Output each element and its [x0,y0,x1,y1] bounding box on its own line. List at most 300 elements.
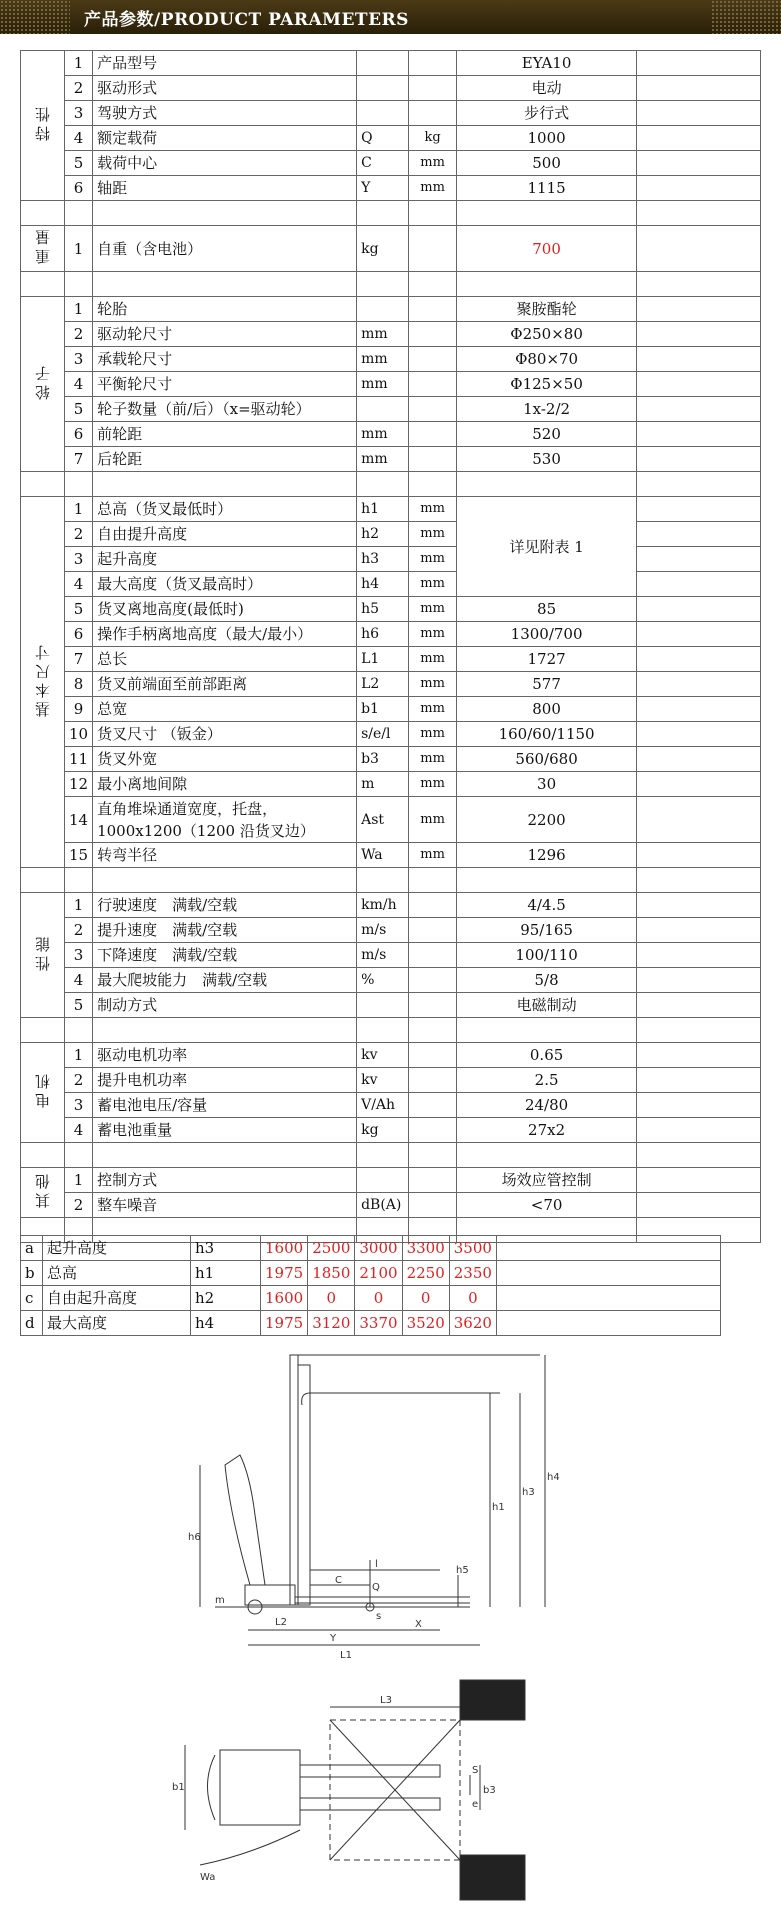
spec-row [21,943,761,968]
param-symbol: L1 [357,647,409,672]
param-unit [409,51,457,76]
mast-value: 0 [402,1286,449,1311]
param-name: 承载轮尺寸 [93,347,357,372]
param-value: 2.5 [457,1068,637,1093]
spacer-cell [93,201,357,226]
param-symbol: h1 [357,497,409,522]
spacer-cell [21,1143,65,1168]
row-number: 1 [65,1043,93,1068]
mast-value: 1975 [261,1261,308,1286]
param-symbol: kg [357,1118,409,1143]
label-l: l [375,1559,378,1570]
row-number: 8 [65,672,93,697]
blank-cell [637,547,761,572]
row-number: 4 [65,372,93,397]
param-name: 产品型号 [93,51,357,76]
param-symbol: mm [357,447,409,472]
param-value: 场效应管控制 [457,1168,637,1193]
spec-row [21,372,761,397]
row-number: 5 [65,397,93,422]
mast-value: 3300 [402,1236,449,1261]
mast-row-symbol: h4 [191,1311,261,1336]
header-banner [0,0,781,34]
param-name: 转弯半径 [93,843,357,868]
row-number: 2 [65,1193,93,1218]
spec-row [21,893,761,918]
blank-cell [637,943,761,968]
param-unit: mm [409,697,457,722]
param-unit [409,1043,457,1068]
category-label: 重量 [33,226,52,264]
mast-row-key: c [21,1286,43,1311]
param-symbol: h4 [357,572,409,597]
spacer-cell [65,201,93,226]
blank-cell [637,447,761,472]
blank-cell [637,126,761,151]
param-value: 500 [457,151,637,176]
blank-cell [637,1093,761,1118]
category-label: 性能 [33,932,52,971]
spec-row [21,397,761,422]
param-unit [409,1093,457,1118]
param-value: 0.65 [457,1043,637,1068]
top-view-drawing [185,1680,525,1900]
param-symbol: % [357,968,409,993]
mast-row-name: 总高 [43,1261,191,1286]
mast-value: 2100 [355,1261,402,1286]
param-name: 直角堆垛通道宽度，托盘，1000x1200（1200 沿货叉边） [93,797,357,843]
blank-cell [637,843,761,868]
mast-row-key: d [21,1311,43,1336]
row-number: 3 [65,101,93,126]
param-name: 驱动轮尺寸 [93,322,357,347]
blank-cell [637,1118,761,1143]
row-number: 2 [65,918,93,943]
row-number: 7 [65,447,93,472]
spec-row [21,1168,761,1193]
label-s: s [376,1611,382,1622]
mast-value: 1975 [261,1311,308,1336]
blank-cell [637,522,761,547]
param-value: 520 [457,422,637,447]
mast-value: 2350 [449,1261,496,1286]
blank-cell [637,772,761,797]
label-b3: b3 [483,1785,496,1796]
blank-cell [637,322,761,347]
param-name: 总高（货叉最低时） [93,497,357,522]
blank-cell [637,697,761,722]
mast-value: 0 [355,1286,402,1311]
spacer-cell [65,272,93,297]
param-unit: mm [409,151,457,176]
spacer-cell [637,1143,761,1168]
param-value: 5/8 [457,968,637,993]
row-number: 1 [65,297,93,322]
mast-row [21,1236,721,1261]
spec-row [21,918,761,943]
param-symbol [357,297,409,322]
param-unit [409,1068,457,1093]
blank-cell [637,893,761,918]
param-symbol: h6 [357,622,409,647]
spacer-cell [21,1018,65,1043]
label-h3: h3 [522,1487,535,1498]
param-symbol: m/s [357,918,409,943]
spec-row [21,447,761,472]
param-name: 货叉前端面至前部距离 [93,672,357,697]
spacer-cell [93,1018,357,1043]
label-l1: L1 [340,1650,352,1661]
blank-cell [637,497,761,522]
mast-row-symbol: h1 [191,1261,261,1286]
spacer-cell [357,1143,409,1168]
spacer-row [21,868,761,893]
param-symbol: h2 [357,522,409,547]
spec-row [21,993,761,1018]
spacer-cell [21,272,65,297]
param-unit [409,943,457,968]
category-cell [21,226,65,272]
param-value: Φ125×50 [457,372,637,397]
spacer-cell [457,1143,637,1168]
label-h4: h4 [547,1472,560,1483]
row-number: 5 [65,151,93,176]
spacer-row [21,1018,761,1043]
spec-row [21,297,761,322]
mast-value: 2500 [308,1236,355,1261]
label-s-top: S [472,1765,479,1776]
param-symbol: b3 [357,747,409,772]
row-number: 6 [65,622,93,647]
blank-cell [637,647,761,672]
param-symbol [357,76,409,101]
spacer-cell [21,201,65,226]
blank-cell [496,1311,720,1336]
spec-row [21,1043,761,1068]
param-value: <70 [457,1193,637,1218]
spec-table [20,50,761,1243]
row-number: 7 [65,647,93,672]
blank-cell [637,297,761,322]
mast-row-key: a [21,1236,43,1261]
param-value: 577 [457,672,637,697]
param-symbol: L2 [357,672,409,697]
row-number: 4 [65,1118,93,1143]
mast-row [21,1261,721,1286]
param-value: Φ80×70 [457,347,637,372]
spacer-cell [21,868,65,893]
param-unit [409,76,457,101]
spacer-cell [357,868,409,893]
param-symbol [357,101,409,126]
blank-cell [496,1286,720,1311]
spacer-cell [357,1018,409,1043]
param-symbol: m [357,772,409,797]
param-unit [409,297,457,322]
spec-row [21,1068,761,1093]
blank-cell [637,76,761,101]
blank-cell [496,1261,720,1286]
param-name: 蓄电池重量 [93,1118,357,1143]
spec-row [21,1118,761,1143]
spec-row [21,322,761,347]
mast-value: 0 [449,1286,496,1311]
mast-height-table [20,1235,721,1336]
param-name: 轴距 [93,176,357,201]
param-value: 800 [457,697,637,722]
param-value: Φ250×80 [457,322,637,347]
param-name: 驾驶方式 [93,101,357,126]
blank-cell [637,597,761,622]
param-value: 1296 [457,843,637,868]
param-name: 最大高度（货叉最高时） [93,572,357,597]
blank-cell [637,51,761,76]
spacer-row [21,272,761,297]
row-number: 3 [65,943,93,968]
param-unit: mm [409,176,457,201]
spec-row [21,622,761,647]
param-value: 160/60/1150 [457,722,637,747]
label-h5: h5 [456,1565,469,1576]
mast-value: 1850 [308,1261,355,1286]
param-unit: mm [409,772,457,797]
spacer-cell [65,1018,93,1043]
param-name: 行驶速度 满载/空载 [93,893,357,918]
category-cell [21,1168,65,1218]
spec-row [21,572,761,597]
param-value: 电动 [457,76,637,101]
param-value: 30 [457,772,637,797]
param-unit [409,1118,457,1143]
blank-cell [637,226,761,272]
spacer-cell [457,1018,637,1043]
mast-value: 3370 [355,1311,402,1336]
spacer-cell [409,472,457,497]
category-label: 基本尺寸 [33,640,52,717]
param-unit: mm [409,647,457,672]
mast-row [21,1286,721,1311]
spec-row [21,647,761,672]
row-number: 1 [65,51,93,76]
row-number: 6 [65,176,93,201]
param-unit [409,372,457,397]
blank-cell [637,101,761,126]
spec-row [21,747,761,772]
mast-value: 3620 [449,1311,496,1336]
param-value: 95/165 [457,918,637,943]
spec-row [21,968,761,993]
param-value: 1000 [457,126,637,151]
param-unit: mm [409,622,457,647]
label-x: X [415,1619,422,1630]
row-number: 14 [65,797,93,843]
spec-row [21,101,761,126]
spec-row [21,697,761,722]
mast-row [21,1311,721,1336]
spec-row [21,597,761,622]
param-symbol: h5 [357,597,409,622]
param-value: 步行式 [457,101,637,126]
spacer-cell [637,1018,761,1043]
row-number: 4 [65,968,93,993]
param-symbol: Y [357,176,409,201]
mast-value: 3000 [355,1236,402,1261]
param-name: 控制方式 [93,1168,357,1193]
param-name: 轮子数量（前/后）（x=驱动轮） [93,397,357,422]
param-value: EYA10 [457,51,637,76]
param-unit [409,893,457,918]
param-unit [409,347,457,372]
spec-row [21,522,761,547]
spacer-cell [65,1143,93,1168]
mast-row-name: 起升高度 [43,1236,191,1261]
param-symbol: h3 [357,547,409,572]
category-cell [21,51,65,201]
param-value: 1x-2/2 [457,397,637,422]
param-symbol: Q [357,126,409,151]
param-value: 4/4.5 [457,893,637,918]
param-unit: mm [409,722,457,747]
row-number: 3 [65,1093,93,1118]
label-b1: b1 [172,1782,185,1793]
blank-cell [637,572,761,597]
param-symbol [357,993,409,1018]
row-number: 6 [65,422,93,447]
row-number: 2 [65,322,93,347]
row-number: 4 [65,126,93,151]
blank-cell [637,1043,761,1068]
label-q: Q [372,1582,380,1593]
row-number: 2 [65,1068,93,1093]
spacer-cell [457,272,637,297]
param-unit [409,397,457,422]
spacer-cell [65,868,93,893]
param-unit: mm [409,843,457,868]
blank-cell [637,1068,761,1093]
row-number: 1 [65,226,93,272]
blank-cell [637,797,761,843]
mast-row-key: b [21,1261,43,1286]
spec-row [21,722,761,747]
param-value: 聚胺酯轮 [457,297,637,322]
param-symbol: b1 [357,697,409,722]
param-symbol: V/Ah [357,1093,409,1118]
param-unit [409,918,457,943]
category-label: 其他 [33,1170,52,1208]
param-unit [409,226,457,272]
spacer-cell [409,1143,457,1168]
category-cell [21,297,65,472]
param-unit [409,422,457,447]
row-number: 3 [65,547,93,572]
param-symbol: m/s [357,943,409,968]
row-number: 2 [65,76,93,101]
param-name: 平衡轮尺寸 [93,372,357,397]
param-unit: mm [409,497,457,522]
spacer-cell [21,472,65,497]
param-value: 1727 [457,647,637,672]
param-symbol: Ast [357,797,409,843]
mast-row-symbol: h3 [191,1236,261,1261]
param-name: 制动方式 [93,993,357,1018]
param-unit [409,993,457,1018]
param-unit: mm [409,522,457,547]
param-symbol [357,397,409,422]
spacer-row [21,201,761,226]
param-symbol: Wa [357,843,409,868]
param-unit [409,968,457,993]
label-wa: Wa [200,1872,216,1883]
param-symbol: kg [357,226,409,272]
row-number: 1 [65,1168,93,1193]
blank-cell [496,1236,720,1261]
mast-value: 3500 [449,1236,496,1261]
spacer-cell [409,201,457,226]
side-view-drawing [200,1355,545,1645]
spacer-cell [93,272,357,297]
spacer-cell [457,868,637,893]
param-unit: mm [409,572,457,597]
param-symbol: mm [357,347,409,372]
param-unit [409,101,457,126]
param-name: 驱动电机功率 [93,1043,357,1068]
blank-cell [637,151,761,176]
spacer-cell [637,868,761,893]
spacer-cell [65,472,93,497]
spec-row [21,1193,761,1218]
spacer-cell [357,472,409,497]
param-name: 轮胎 [93,297,357,322]
spec-row [21,772,761,797]
param-symbol: dB(A) [357,1193,409,1218]
param-symbol: mm [357,322,409,347]
mast-value: 3120 [308,1311,355,1336]
category-label: 电机 [33,1070,52,1108]
param-name: 提升电机功率 [93,1068,357,1093]
spacer-cell [457,201,637,226]
param-value: 530 [457,447,637,472]
param-symbol: km/h [357,893,409,918]
param-value: 24/80 [457,1093,637,1118]
label-m: m [215,1595,225,1606]
param-name: 下降速度 满载/空载 [93,943,357,968]
param-unit: mm [409,672,457,697]
param-symbol: s/e/l [357,722,409,747]
category-cell [21,893,65,1018]
blank-cell [637,968,761,993]
label-e: e [472,1799,479,1810]
param-name: 额定载荷 [93,126,357,151]
spec-row [21,151,761,176]
param-name: 总宽 [93,697,357,722]
row-number: 15 [65,843,93,868]
spec-row [21,547,761,572]
blank-cell [637,622,761,647]
row-number: 1 [65,893,93,918]
truck-dimension-diagram [0,1345,781,1920]
blank-cell [637,1168,761,1193]
param-unit [409,447,457,472]
param-name: 总长 [93,647,357,672]
spec-row [21,422,761,447]
spec-row [21,347,761,372]
param-name: 最大爬坡能力 满载/空载 [93,968,357,993]
param-value: 700 [457,226,637,272]
spec-row [21,176,761,201]
label-h6: h6 [188,1532,201,1543]
param-unit: kg [409,126,457,151]
category-cell [21,1043,65,1143]
